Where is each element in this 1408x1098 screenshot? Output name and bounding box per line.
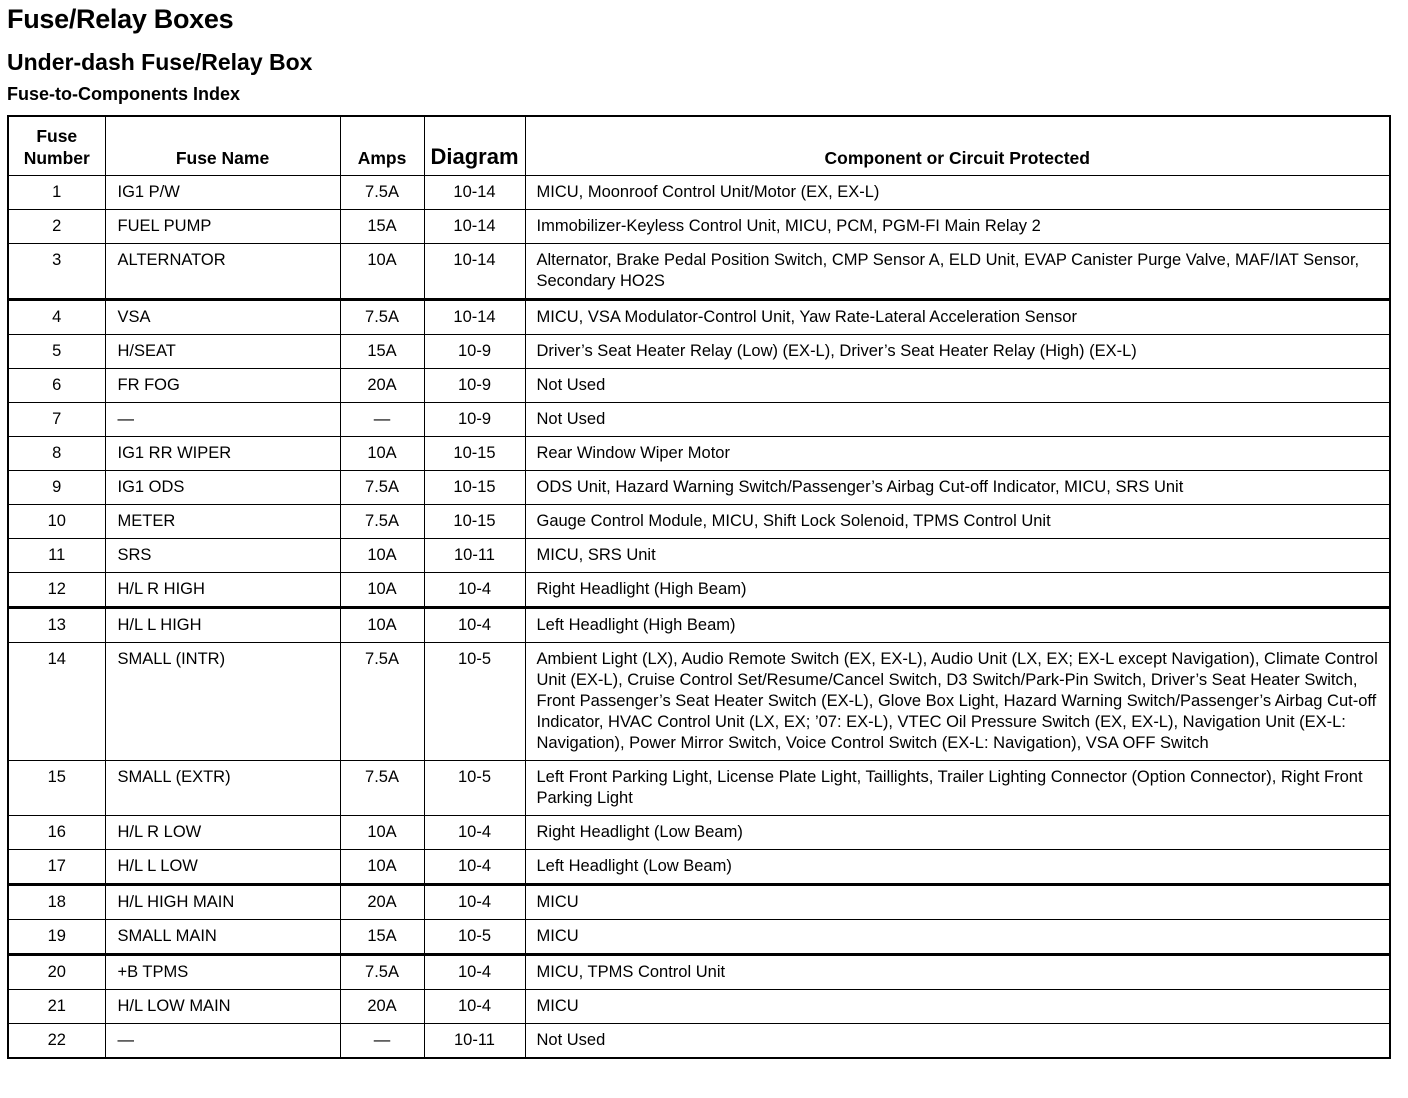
diagram-cell: 10-9	[424, 403, 525, 437]
fuse-name-cell: H/L L LOW	[105, 850, 340, 885]
header-fuse-name: Fuse Name	[105, 116, 340, 176]
component-cell: MICU	[525, 920, 1390, 955]
fuse-number-cell: 1	[8, 176, 105, 210]
page-title: Fuse/Relay Boxes	[7, 4, 234, 34]
fuse-number-cell: 3	[8, 244, 105, 300]
fuse-name-cell: VSA	[105, 300, 340, 335]
diagram-cell: 10-14	[424, 176, 525, 210]
amps-cell: 10A	[340, 437, 424, 471]
fuse-number-cell: 4	[8, 300, 105, 335]
diagram-cell: 10-15	[424, 437, 525, 471]
fuse-name-cell: METER	[105, 505, 340, 539]
table-row	[8, 300, 1390, 335]
table-row	[8, 990, 1390, 1024]
fuse-name-cell: +B TPMS	[105, 955, 340, 990]
component-cell: Right Headlight (High Beam)	[525, 573, 1390, 608]
amps-cell: 10A	[340, 608, 424, 643]
amps-cell: 10A	[340, 539, 424, 573]
table-row	[8, 761, 1390, 816]
diagram-cell: 10-4	[424, 850, 525, 885]
header-component: Component or Circuit Protected	[525, 116, 1390, 176]
diagram-cell: 10-4	[424, 608, 525, 643]
fuse-name-cell: SMALL (INTR)	[105, 643, 340, 761]
fuse-number-cell: 7	[8, 403, 105, 437]
fuse-number-cell: 22	[8, 1024, 105, 1059]
diagram-cell: 10-5	[424, 643, 525, 761]
diagram-cell: 10-9	[424, 369, 525, 403]
amps-cell: 10A	[340, 816, 424, 850]
fuse-name-cell: SMALL (EXTR)	[105, 761, 340, 816]
fuse-number-cell: 14	[8, 643, 105, 761]
component-cell: Not Used	[525, 403, 1390, 437]
component-cell: MICU, TPMS Control Unit	[525, 955, 1390, 990]
table-header-row	[8, 116, 1390, 176]
fuse-name-cell: IG1 ODS	[105, 471, 340, 505]
component-cell: MICU	[525, 990, 1390, 1024]
amps-cell: 15A	[340, 210, 424, 244]
fuse-index-table	[7, 115, 1391, 1059]
table-row	[8, 1024, 1390, 1059]
diagram-cell: 10-4	[424, 955, 525, 990]
fuse-name-cell: H/L R HIGH	[105, 573, 340, 608]
fuse-name-cell: SRS	[105, 539, 340, 573]
diagram-cell: 10-5	[424, 920, 525, 955]
table-row	[8, 955, 1390, 990]
amps-cell: 7.5A	[340, 643, 424, 761]
table-row	[8, 643, 1390, 761]
fuse-number-cell: 6	[8, 369, 105, 403]
component-cell: MICU	[525, 885, 1390, 920]
table-row	[8, 437, 1390, 471]
component-cell: MICU, VSA Modulator-Control Unit, Yaw Rate-Lateral Acceleration Sensor	[525, 300, 1390, 335]
fuse-number-cell: 8	[8, 437, 105, 471]
fuse-name-cell: IG1 P/W	[105, 176, 340, 210]
amps-cell: 7.5A	[340, 471, 424, 505]
table-row	[8, 369, 1390, 403]
amps-cell: —	[340, 1024, 424, 1059]
table-row	[8, 403, 1390, 437]
diagram-cell: 10-4	[424, 816, 525, 850]
amps-cell: 7.5A	[340, 300, 424, 335]
table-row	[8, 176, 1390, 210]
fuse-number-cell: 21	[8, 990, 105, 1024]
component-cell: Ambient Light (LX), Audio Remote Switch (EX, EX-L), Audio Unit (LX, EX; EX-L except Navigation), Climate Control Unit (EX-L), Cruise Control Set/Resume/Cancel Switch, D3 Switch/Park-Pin Switch, Driver’s Seat Heater Switch, Front Passenger’s Seat Heater Switch (EX-L), Glove Box Light, Hazard Warning Switch/Passenger’s Airbag Cut-off Indicator, HVAC Control Unit (LX, EX; ’07: EX-L), VTEC Oil Pressure Switch (EX, EX-L), Navigation Unit (EX-L: Navigation), Power Mirror Switch, Voice Control Switch (EX-L: Navigation), VSA OFF Switch	[525, 643, 1390, 761]
fuse-name-cell: FUEL PUMP	[105, 210, 340, 244]
amps-cell: 20A	[340, 885, 424, 920]
table-row	[8, 885, 1390, 920]
amps-cell: 10A	[340, 850, 424, 885]
header-fuse-number: Fuse Number	[8, 116, 105, 176]
table-body	[8, 176, 1390, 1059]
amps-cell: 10A	[340, 244, 424, 300]
component-cell: Left Headlight (High Beam)	[525, 608, 1390, 643]
fuse-number-cell: 20	[8, 955, 105, 990]
diagram-cell: 10-11	[424, 539, 525, 573]
fuse-name-cell: H/L L HIGH	[105, 608, 340, 643]
fuse-number-cell: 5	[8, 335, 105, 369]
fuse-name-cell: H/L LOW MAIN	[105, 990, 340, 1024]
diagram-cell: 10-11	[424, 1024, 525, 1059]
fuse-number-cell: 10	[8, 505, 105, 539]
fuse-name-cell: FR FOG	[105, 369, 340, 403]
component-cell: ODS Unit, Hazard Warning Switch/Passenger’s Airbag Cut-off Indicator, MICU, SRS Unit	[525, 471, 1390, 505]
component-cell: Rear Window Wiper Motor	[525, 437, 1390, 471]
table-row	[8, 244, 1390, 300]
fuse-number-cell: 18	[8, 885, 105, 920]
amps-cell: 10A	[340, 573, 424, 608]
fuse-name-cell: ALTERNATOR	[105, 244, 340, 300]
amps-cell: —	[340, 403, 424, 437]
diagram-cell: 10-4	[424, 885, 525, 920]
table-row	[8, 816, 1390, 850]
fuse-name-cell: SMALL MAIN	[105, 920, 340, 955]
amps-cell: 15A	[340, 335, 424, 369]
fuse-name-cell: IG1 RR WIPER	[105, 437, 340, 471]
fuse-name-cell: H/L R LOW	[105, 816, 340, 850]
fuse-name-cell: H/SEAT	[105, 335, 340, 369]
amps-cell: 7.5A	[340, 176, 424, 210]
amps-cell: 20A	[340, 369, 424, 403]
table-row	[8, 335, 1390, 369]
component-cell: Immobilizer-Keyless Control Unit, MICU, PCM, PGM-FI Main Relay 2	[525, 210, 1390, 244]
fuse-number-cell: 2	[8, 210, 105, 244]
component-cell: Driver’s Seat Heater Relay (Low) (EX-L), Driver’s Seat Heater Relay (High) (EX-L)	[525, 335, 1390, 369]
fuse-name-cell: —	[105, 403, 340, 437]
component-cell: Left Headlight (Low Beam)	[525, 850, 1390, 885]
component-cell: Left Front Parking Light, License Plate Light, Taillights, Trailer Lighting Connector (Option Connector), Right Front Parking Light	[525, 761, 1390, 816]
table-row	[8, 539, 1390, 573]
table-row	[8, 608, 1390, 643]
component-cell: Gauge Control Module, MICU, Shift Lock Solenoid, TPMS Control Unit	[525, 505, 1390, 539]
fuse-name-cell: H/L HIGH MAIN	[105, 885, 340, 920]
section-title: Fuse-to-Components Index	[7, 84, 240, 104]
fuse-number-cell: 19	[8, 920, 105, 955]
component-cell: Not Used	[525, 1024, 1390, 1059]
table-row	[8, 210, 1390, 244]
amps-cell: 7.5A	[340, 505, 424, 539]
amps-cell: 20A	[340, 990, 424, 1024]
diagram-cell: 10-4	[424, 990, 525, 1024]
fuse-number-cell: 15	[8, 761, 105, 816]
diagram-cell: 10-4	[424, 573, 525, 608]
diagram-cell: 10-14	[424, 300, 525, 335]
diagram-cell: 10-14	[424, 210, 525, 244]
header-diagram: Diagram	[424, 116, 525, 176]
component-cell: Not Used	[525, 369, 1390, 403]
fuse-number-cell: 9	[8, 471, 105, 505]
table-row	[8, 573, 1390, 608]
amps-cell: 15A	[340, 920, 424, 955]
page-subtitle: Under-dash Fuse/Relay Box	[7, 49, 313, 75]
header-amps: Amps	[340, 116, 424, 176]
component-cell: Alternator, Brake Pedal Position Switch, CMP Sensor A, ELD Unit, EVAP Canister Purge Valve, MAF/IAT Sensor, Secondary HO2S	[525, 244, 1390, 300]
amps-cell: 7.5A	[340, 761, 424, 816]
diagram-cell: 10-14	[424, 244, 525, 300]
component-cell: MICU, Moonroof Control Unit/Motor (EX, EX-L)	[525, 176, 1390, 210]
component-cell: MICU, SRS Unit	[525, 539, 1390, 573]
component-cell: Right Headlight (Low Beam)	[525, 816, 1390, 850]
diagram-cell: 10-9	[424, 335, 525, 369]
table-row	[8, 920, 1390, 955]
diagram-cell: 10-15	[424, 471, 525, 505]
fuse-number-cell: 11	[8, 539, 105, 573]
fuse-name-cell: —	[105, 1024, 340, 1059]
fuse-number-cell: 16	[8, 816, 105, 850]
fuse-number-cell: 17	[8, 850, 105, 885]
amps-cell: 7.5A	[340, 955, 424, 990]
fuse-number-cell: 13	[8, 608, 105, 643]
diagram-cell: 10-5	[424, 761, 525, 816]
table-row	[8, 850, 1390, 885]
diagram-cell: 10-15	[424, 505, 525, 539]
fuse-number-cell: 12	[8, 573, 105, 608]
table-row	[8, 505, 1390, 539]
table-row	[8, 471, 1390, 505]
